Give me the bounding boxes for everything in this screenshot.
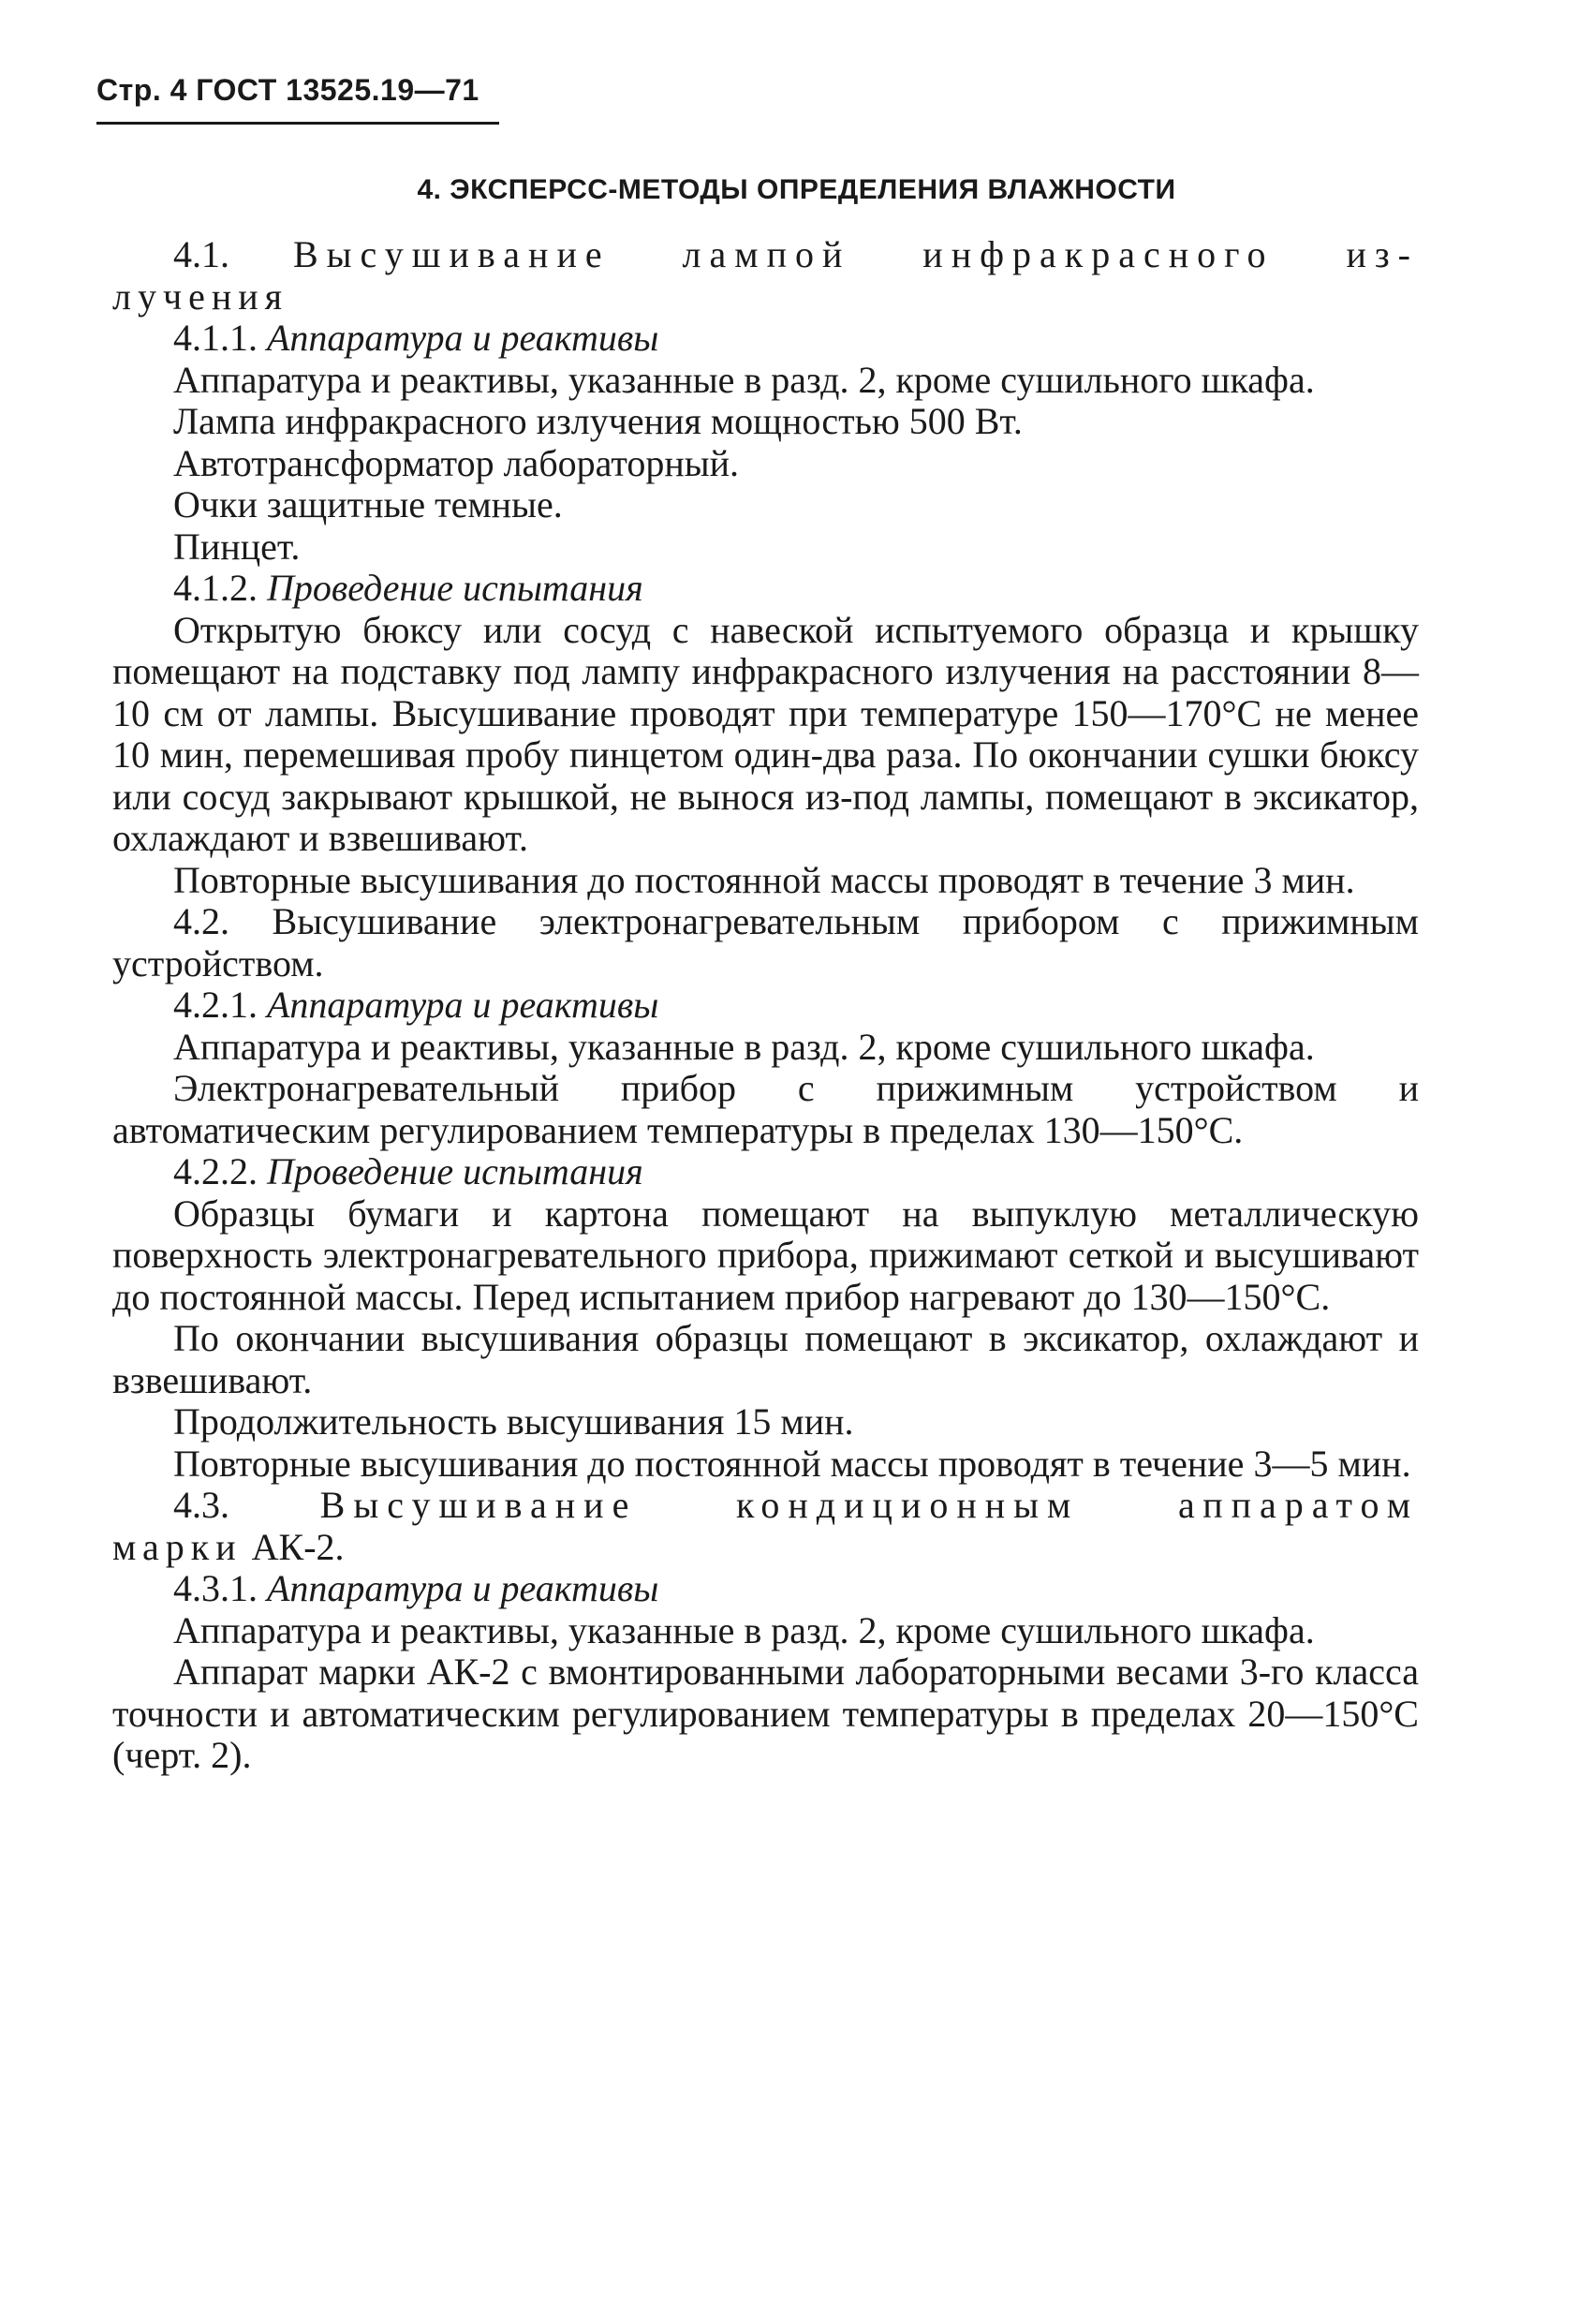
page-header: Стр. 4 ГОСТ 13525.19—71 (96, 73, 479, 107)
paragraph: Открытую бюксу или сосуд с навеской испытуемого образца и крышку помещают на подставку под лампу инфракрасного излучения на расстоянии 8—10 см от лампы. Высушивание проводят при температуре 150—170°С не менее 10 мин, перемешивая пробу пинцетом один-два раза. По окончании сушки бюксу или сосуд закрывают крышкой, не вынося из-под лампы, помещают в эксикатор, охлаждают и взвешивают. (112, 608, 1419, 859)
paragraph: Аппаратура и реактивы, указанные в разд. 2, кроме сушильного шкафа. (173, 358, 1315, 401)
paragraph: Пинцет. (173, 525, 301, 568)
paragraph: Образцы бумаги и картона помещают на выпуклую металлическую поверхность электронагревательного прибора, прижимают сеткой и высушивают до постоянной массы. Перед испытанием прибор нагревают до 130—150°С. (112, 1192, 1419, 1318)
subsection-4-3-heading (112, 1485, 1419, 1527)
subsection-4-1-heading (112, 234, 1419, 276)
subsection-4-1-title-wrap: лучения (112, 274, 289, 318)
header-rule (96, 122, 499, 125)
paragraph: Аппарат марки АК-2 с вмонтированными лабораторными весами 3-го класса точности и автоматическим регулированием температуры в пределах 20—150°С (черт. 2). (112, 1650, 1419, 1776)
paragraph: Аппаратура и реактивы, указанные в разд. 2, кроме сушильного шкафа. (173, 1608, 1315, 1651)
paragraph: Аппаратура и реактивы, указанные в разд. 2, кроме сушильного шкафа. (173, 1025, 1315, 1068)
subsection-4-3-number: 4.3. (173, 1484, 229, 1526)
paragraph: Повторные высушивания до постоянной массы проводят в течение 3 мин. (173, 858, 1355, 901)
subsection-4-2-1-heading: 4.2.1. Аппаратура и реактивы (173, 984, 659, 1026)
subsection-4-3-title: Высушивание кондиционным аппаратом (319, 1484, 1420, 1526)
subsection-4-2-heading: 4.2. Высушивание электронагревательным прибором с прижимным устройством. (112, 900, 1419, 984)
paragraph: Электронагревательный прибор с прижимным устройством и автоматическим регулированием температуры в пределах 130—150°С. (112, 1067, 1419, 1151)
paragraph: Лампа инфракрасного излучения мощностью 500 Вт. (173, 400, 1023, 442)
subsection-4-1-title: Высушивание лампой инфракрасного из- (292, 233, 1420, 275)
paragraph: Повторные высушивания до постоянной массы проводят в течение 3—5 мин. (173, 1442, 1411, 1485)
subsection-4-3-1-heading: 4.3.1. Аппаратура и реактивы (173, 1567, 659, 1609)
section-title: 4. ЭКСПЕРСС-МЕТОДЫ ОПРЕДЕЛЕНИЯ ВЛАЖНОСТИ (417, 174, 1176, 205)
subsection-4-2-2-heading: 4.2.2. Проведение испытания (173, 1150, 643, 1192)
document-body (112, 234, 1419, 1777)
paragraph: Автотрансформатор лабораторный. (173, 441, 740, 484)
paragraph: Продолжительность высушивания 15 мин. (173, 1400, 854, 1443)
paragraph: Очки защитные темные. (173, 483, 563, 525)
subsection-4-3-title-wrap: марки АК-2. (112, 1525, 345, 1568)
subsection-4-1-1-heading: 4.1.1. Аппаратура и реактивы (173, 317, 659, 359)
subsection-4-1-2-heading: 4.1.2. Проведение испытания (173, 567, 643, 609)
paragraph: По окончании высушивания образцы помещают в эксикатор, охлаждают и взвешивают. (112, 1317, 1419, 1401)
subsection-4-1-number: 4.1. (173, 233, 229, 275)
